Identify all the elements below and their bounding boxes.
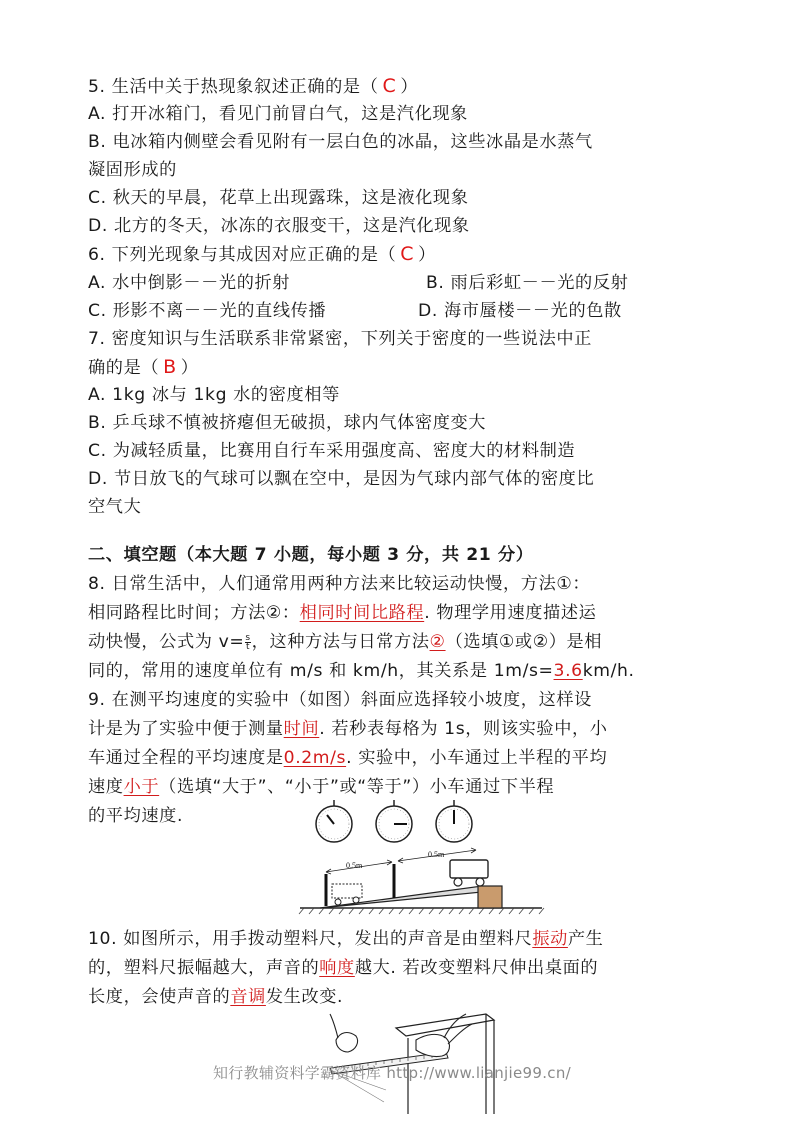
q7-option-d-cont: 空气大 <box>88 497 142 517</box>
q5-stem-close: ） <box>400 77 419 97</box>
q7-option-b: B. 乒乓球不慎被挤瘪但无破损，球内气体密度变大 <box>88 413 487 433</box>
q10-text: 长度，会使声音的 <box>88 987 231 1007</box>
q8-line2 <box>88 599 596 627</box>
q10-line3 <box>88 983 343 1011</box>
q9-text: 计是为了实验中便于测量 <box>88 719 284 739</box>
q8-text: . 物理学用速度描述运 <box>424 603 597 623</box>
q9-text: . 若秒表每格为 1s，则该实验中，小 <box>319 719 608 739</box>
q9-fill-speed: 0.2m/s <box>283 748 347 768</box>
q8-text: 相同路程比时间；方法②： <box>88 603 300 623</box>
q10-text: 发生改变. <box>265 987 344 1007</box>
q5-answer: C <box>382 75 397 97</box>
fraction-numerator: s <box>245 632 251 643</box>
q9-fill-compare: 小于 <box>123 777 160 797</box>
q10-text: 产生 <box>567 929 604 949</box>
q9-line5: 的平均速度. <box>88 806 184 826</box>
q10-text: 10. 如图所示，用手拨动塑料尺，发出的声音是由塑料尺 <box>88 929 533 949</box>
q6-answer: C <box>400 243 415 265</box>
q8-text: 同的，常用的速度单位有 m/s 和 km/h，其关系是 1m/s= <box>88 661 554 681</box>
watermark: 知行教辅资料学霸资料库 http://www.lianjie99.cn/ <box>213 1064 571 1082</box>
q9-text: 速度 <box>88 777 124 797</box>
incline-icon <box>320 886 502 908</box>
q8-fill-conversion: 3.6 <box>553 661 583 681</box>
stopwatch-icon <box>376 800 412 842</box>
q9-line1: 9. 在测平均速度的实验中（如图）斜面应选择较小坡度，这样设 <box>88 690 592 710</box>
q8-text: 动快慢，公式为 v= <box>88 632 245 652</box>
q7-option-c: C. 为减轻质量，比赛用自行车采用强度高、密度大的材料制造 <box>88 441 576 461</box>
q5-option-b: B. 电冰箱内侧壁会看见附有一层白色的冰晶，这些冰晶是水蒸气 <box>88 132 593 152</box>
q6-option-a: A. 水中倒影－－光的折射 <box>88 273 291 293</box>
cart-icon <box>332 884 362 905</box>
q5-option-d: D. 北方的冬天，冰冻的衣服变干，这是汽化现象 <box>88 216 470 236</box>
distance-label-right: 0.5m <box>428 850 445 859</box>
distance-label-left: 0.5m <box>346 861 363 870</box>
q6-stem-text: 6. 下列光现象与其成因对应正确的是（ <box>88 245 397 265</box>
q6-stem <box>88 240 436 269</box>
q8-line1: 8. 日常生活中，人们通常用两种方法来比较运动快慢，方法①： <box>88 574 591 594</box>
q10-text: 越大. 若改变塑料尺伸出桌面的 <box>354 958 599 978</box>
stopwatch-icon <box>436 800 472 842</box>
q7-stem-close: ） <box>180 358 199 378</box>
velocity-fraction <box>245 634 250 651</box>
q6-option-b: B. 雨后彩虹－－光的反射 <box>426 273 629 293</box>
q9-text: . 实验中，小车通过上半程的平均 <box>346 748 608 768</box>
section2-heading: 二、填空题（本大题 7 小题，每小题 3 分，共 21 分） <box>88 545 534 565</box>
q8-line4 <box>88 657 635 685</box>
cart-icon <box>450 860 488 886</box>
q8-fill-choice: ② <box>429 632 446 652</box>
q5-option-b-cont: 凝固形成的 <box>88 160 177 180</box>
q5-option-a: A. 打开冰箱门，看见门前冒白气，这是汽化现象 <box>88 104 468 124</box>
hand-icon <box>330 1014 358 1052</box>
q10-fill-pitch: 音调 <box>230 987 266 1007</box>
q9-text: 车通过全程的平均速度是 <box>88 748 284 768</box>
q10-line2 <box>88 954 598 982</box>
q8-text: （选填①或②）是相 <box>445 632 603 652</box>
q10-fill-vibration: 振动 <box>532 929 568 949</box>
q8-fill-method: 相同时间比路程 <box>299 603 425 623</box>
fraction-denominator: t <box>245 641 251 652</box>
q7-answer: B <box>163 356 177 378</box>
q10-fill-loudness: 响度 <box>319 958 355 978</box>
q5-stem <box>88 72 418 101</box>
q7-stem-text: 确的是（ <box>88 358 160 378</box>
q9-line3 <box>88 744 607 772</box>
q9-fill-measure: 时间 <box>283 719 320 739</box>
q8-text: km/h. <box>582 661 635 681</box>
q6-stem-close: ） <box>418 245 436 265</box>
ground-icon <box>299 908 544 914</box>
q7-stem-cont <box>88 353 199 382</box>
q7-option-a: A. 1kg 冰与 1kg 水的密度相等 <box>88 385 340 405</box>
q10-line1 <box>88 925 603 953</box>
q7-stem: 7. 密度知识与生活联系非常紧密，下列关于密度的一些说法中正 <box>88 329 592 349</box>
q5-stem-text: 5. 生活中关于热现象叙述正确的是（ <box>88 77 379 97</box>
q10-text: 的，塑料尺振幅越大，声音的 <box>88 958 320 978</box>
q9-text: （选填“大于”、“小于”或“等于”）小车通过下半程 <box>159 777 555 797</box>
stopwatch-icon <box>316 800 352 842</box>
q9-line2 <box>88 715 608 743</box>
q6-option-c: C. 形影不离－－光的直线传播 <box>88 301 327 321</box>
q8-text: ，这种方法与日常方法 <box>251 632 430 652</box>
incline-experiment-figure <box>296 796 546 916</box>
q7-option-d: D. 节日放飞的气球可以飘在空中，是因为气球内部气体的密度比 <box>88 469 595 489</box>
q6-option-d: D. 海市蜃楼－－光的色散 <box>418 301 622 321</box>
q5-option-c: C. 秋天的早晨，花草上出现露珠，这是液化现象 <box>88 188 469 208</box>
q8-line3 <box>88 628 602 656</box>
